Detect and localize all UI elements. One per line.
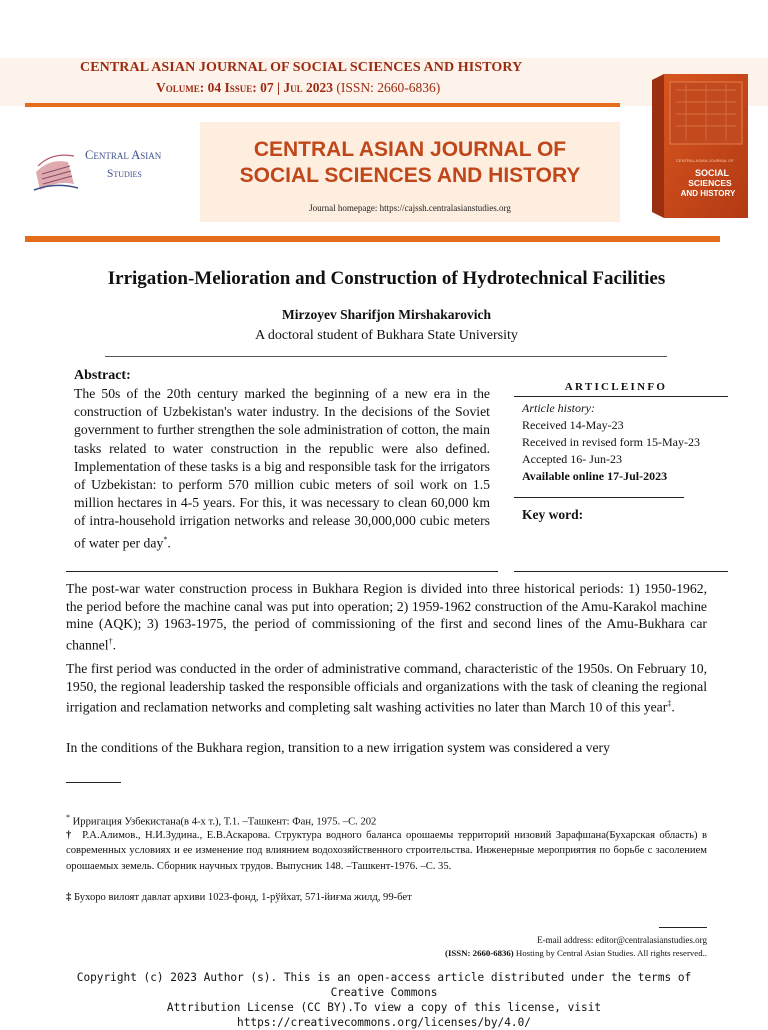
logo-text-line2: Studies: [107, 168, 142, 180]
abstract-text: The 50s of the 20th century marked the beginning of a new era in the construction of Uzbekistan's water industry. In the decisions of the Soviet government to further strengthen the sole administration of cotton, the main tasks related to water construction in the republic were also defined. Implementation of these tasks is a big and responsible task for the irrigators of Uzbekistan: to perform 570 million cubic meters of soil work on 1.5 million hectares in 4-5 years. For this, it was necessary to clean 60,000 km of intra-household irrigation networks and release 30,000,000 cubic meters of water per day*.: [74, 386, 490, 551]
abstract-heading: Abstract:: [74, 368, 131, 383]
copyright-notice: [60, 970, 708, 1030]
footnote-mark-dagger[interactable]: †: [108, 636, 113, 646]
footnote-rule: [66, 782, 121, 783]
footnote-1: [66, 810, 707, 830]
footer-issn: (ISSN: 2660-6836): [445, 948, 514, 958]
footnote-3: [66, 890, 707, 905]
footer-rule: [659, 927, 707, 928]
journal-homepage[interactable]: Journal homepage: https://cajssh.centralasianstudies.org: [309, 203, 511, 213]
banner-title-line1: CENTRAL ASIAN JOURNAL OF: [253, 138, 567, 161]
footnote-3-mark: ‡: [66, 892, 72, 903]
accepted-date: Accepted 16- Jun-23: [522, 452, 622, 466]
journal-cover-image: [650, 72, 750, 220]
received-date: Received 14-May-23: [522, 418, 624, 432]
issn-text: (ISSN: 2660-6836): [336, 80, 441, 95]
article-title: Irrigation-Melioration and Construction of Hydrotechnical Facilities: [107, 268, 666, 289]
article-info-rule-2: [514, 497, 684, 498]
header-rule: [25, 103, 620, 107]
banner-title: [205, 137, 615, 189]
journal-name: CENTRAL ASIAN JOURNAL OF SOCIAL SCIENCES AND HISTORY: [80, 60, 523, 75]
body-paragraph-3: In the conditions of the Bukhara region, transition to a new irrigation system was considered a very: [66, 740, 610, 755]
revised-date: Received in revised form 15-May-23: [522, 435, 700, 449]
body-paragraph-1: The post-war water construction process in Bukhara Region is divided into three historical periods: 1) 1950-1962, the period before the machine canal was put into operation; 2) 1959-1962 construction of the Amu-Karakol machine mine (AQK); 3) 1963-1975, the period of commissioning of the first and second lines of the Amu-Bukhara car channel†.: [66, 581, 707, 653]
footnote-2: [66, 828, 707, 874]
footnote-2-text: Р.А.Алимов., Н.И.Зудина., Е.В.Аскарова. Структура водного баланса орошаемы территорий низовий Зарафшана(Бухарская область) в современных условиях и ее изменение под влиянием водохозяйственного строительства. Инженерные мероприятия по борьбе с засолением орошаемых земель. Сборник научных трудов. Выпусник 148. –Ташкент-1976. –С. 35.: [66, 830, 708, 872]
paragraph-1-text: The post-war water construction process in Bukhara Region is divided into three historical periods: 1) 1950-1962, the period before the machine canal was put into operation; 2) 1959-1962 construction of the Amu-Karakol machine mine (AQK); 3) 1963-1975, the period of commissioning of the first and second lines of the Amu-Bukhara car channel: [66, 581, 707, 653]
article-history-label: Article history:: [522, 401, 595, 415]
abstract-footnote-mark[interactable]: *: [163, 534, 168, 544]
copyright-line-1: Copyright (c) 2023 Author (s). This is an open-access article distributed under the terms of Creative Commons: [76, 971, 692, 999]
cover-title-social: SOCIAL: [694, 168, 730, 178]
article-info-rule-3: [514, 571, 728, 572]
logo-text-line1: Central Asian: [85, 148, 162, 162]
cover-title-sciences: SCIENCES: [688, 178, 732, 188]
footer-hosting: Hosting by Central Asian Studies. All rights reserved..: [513, 948, 707, 958]
editor-email[interactable]: E-mail address: editor@centralasianstudies.org: [537, 935, 707, 945]
footer-issn-line: [200, 948, 707, 958]
copyright-line-2[interactable]: Attribution License (CC BY).To view a copy of this license, visit https://creativecommons.org/licenses/by/4.0/: [166, 1001, 602, 1029]
footnote-2-mark: †: [66, 830, 74, 841]
title-divider: [105, 356, 667, 357]
keywords-label: Key word:: [522, 507, 584, 522]
body-paragraph-2: The first period was conducted in the order of administrative command, characteristic of the 1950s. On February 10, 1950, the regional leadership tasked the responsible officials and organizations with the task of cleaning the regional irrigation and reclamation networks and completing salt washing activities no later than March 10 of this year‡.: [66, 661, 707, 715]
author-name: Mirzoyev Sharifjon Mirshakarovich: [282, 307, 491, 322]
footnote-mark-double-dagger[interactable]: ‡: [667, 699, 672, 709]
central-asian-studies-logo: [30, 138, 180, 198]
volume-issue: Volume: 04 Issue: 07 | Jul 2023: [156, 80, 333, 95]
online-date: Available online 17-Jul-2023: [522, 469, 668, 483]
abstract-body: The 50s of the 20th century marked the beginning of a new era in the construction of Uzbekistan's water industry. In the decisions of the Soviet government to further strengthen the sole administration of cotton, the main tasks related to water construction in the republic were also defined. Implementation of these tasks is a big and responsible task for the irrigators of Uzbekistan: to perform 570 million cubic meters of soil work on 1.5 million hectares in 4-5 years. For this, it was necessary to clean 60,000 km of intra-household irrigation networks and release 30,000,000 cubic meters of water per day: [74, 386, 490, 551]
paragraph-2-text: The first period was conducted in the order of administrative command, characteristic of the 1950s. On February 10, 1950, the regional leadership tasked the responsible officials and organizations with the task of cleaning the regional irrigation and reclamation networks and completing salt washing activities no later than March 10 of this year: [66, 661, 707, 715]
cover-small-title: CENTRAL ASIAN JOURNAL OF: [676, 158, 734, 163]
footnote-3-text: Бухоро вилоят давлат архиви 1023-фонд, 1-рўйхат, 571-йиғма жилд, 99-бет: [73, 892, 412, 903]
footnote-1-mark: *: [66, 813, 70, 822]
banner-title-line2: SOCIAL SCIENCES AND HISTORY: [239, 164, 581, 187]
volume-line: [156, 80, 440, 96]
footnote-1-text: Ирригация Узбекистана(в 4-х т.), Т.1. –Ташкент: Фан, 1975. –С. 202: [72, 816, 377, 828]
cover-title-history: AND HISTORY: [680, 189, 736, 198]
banner-rule: [25, 236, 720, 242]
article-info-rule: [514, 396, 728, 397]
article-info-heading: ARTICLEINFO: [564, 381, 668, 393]
abstract-rule: [66, 571, 498, 572]
author-affiliation: A doctoral student of Bukhara State University: [255, 328, 518, 343]
